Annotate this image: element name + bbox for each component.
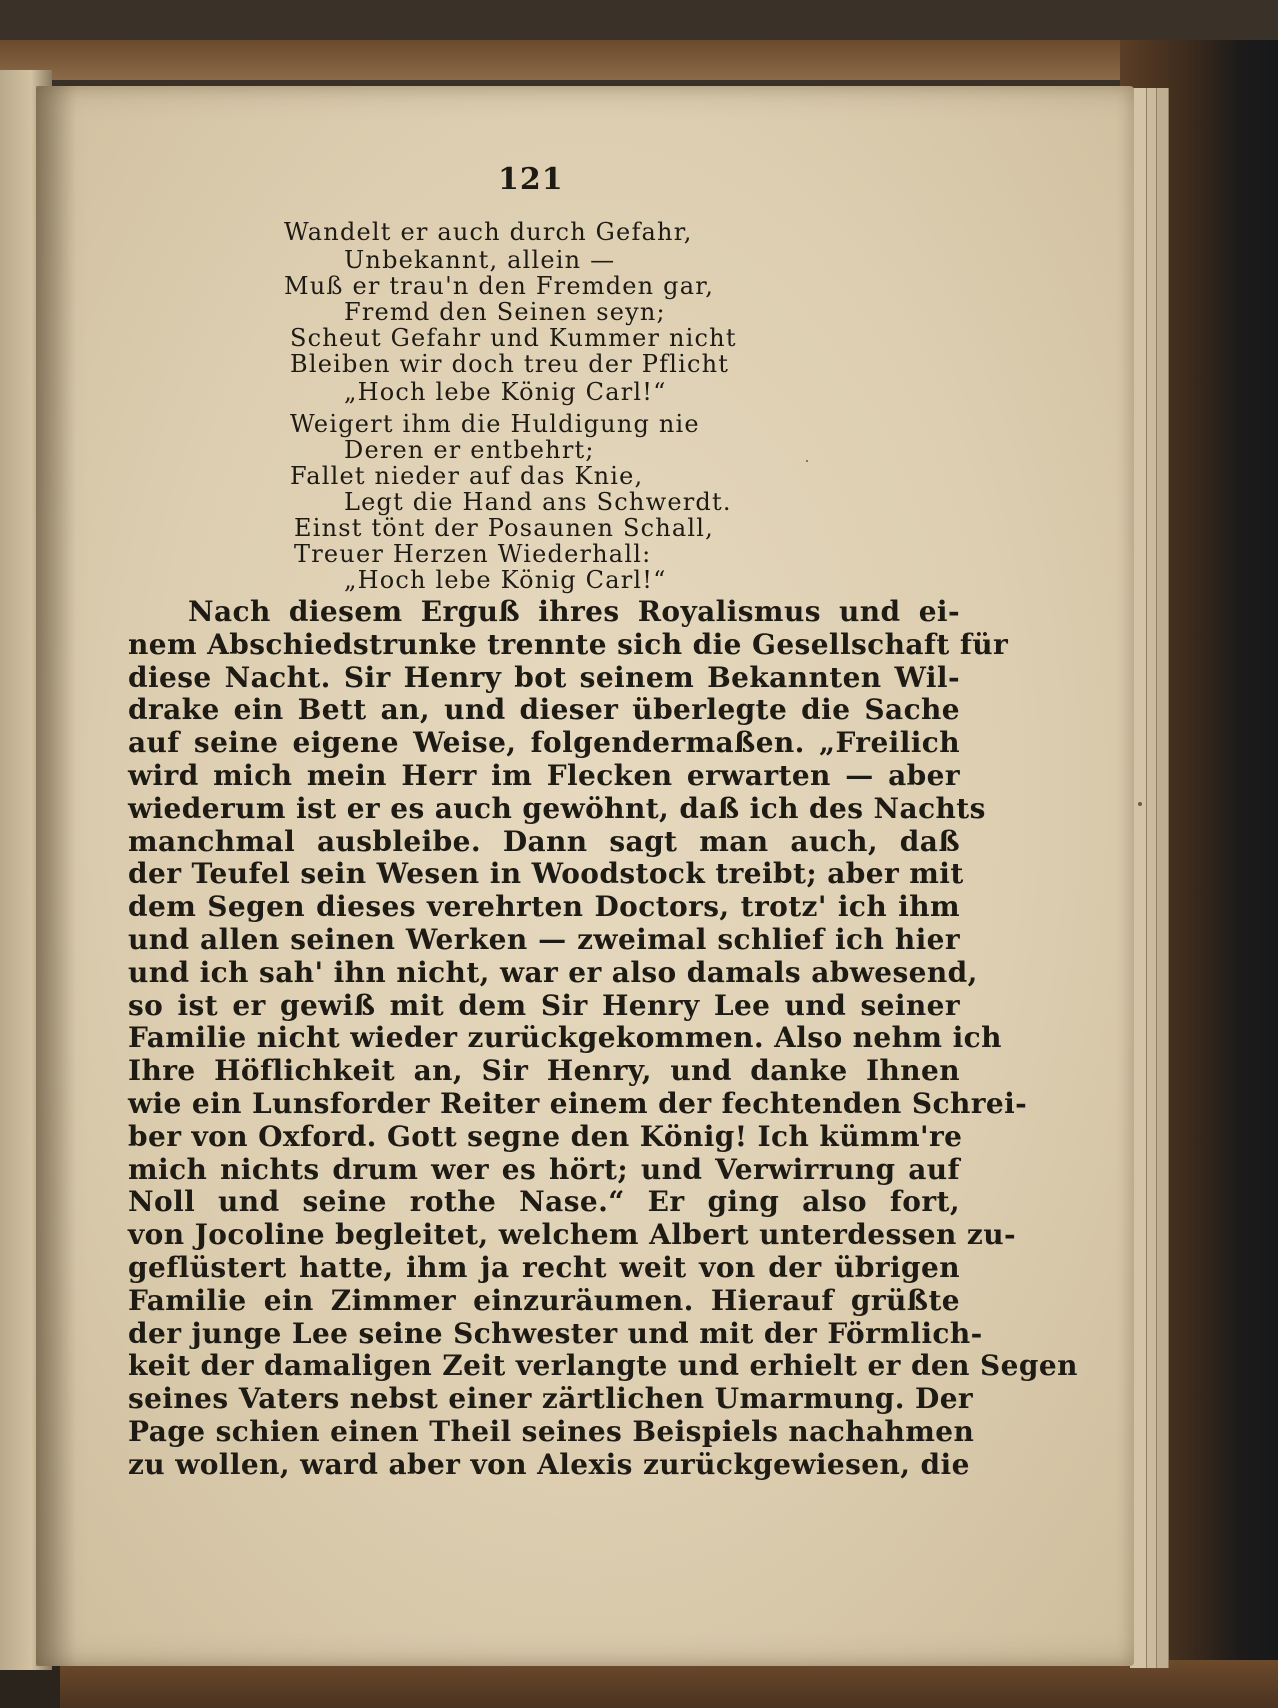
text-line: keit der damaligen Zeit verlangte und erhielt er den Segen <box>128 1349 1078 1383</box>
text-line: von Jocoline begleitet, welchem Albert unterdessen zu- <box>128 1218 1017 1252</box>
text-line: ber von Oxford. Gott segne den König! Ich kümm're <box>128 1119 963 1153</box>
gutter-shadow <box>36 86 76 1666</box>
text-line: der junge Lee seine Schwester und mit der Förmlich- <box>128 1316 983 1350</box>
text-line: und allen seinen Werken — zweimal schlief ich hier <box>128 922 960 956</box>
text-line: seines Vaters nebst einer zärtlichen Umarmung. Der <box>128 1382 974 1416</box>
poem-line: Wandelt er auch durch Gefahr, <box>284 218 693 246</box>
poem-line: Legt die Hand ans Schwerdt. <box>344 488 732 516</box>
page-number: 121 <box>498 162 564 197</box>
poem-line: Muß er trau'n den Fremden gar, <box>284 272 715 300</box>
text-line: geflüstert hatte, ihm ja recht weit von der übrigen <box>128 1250 960 1284</box>
poem-line: „Hoch lebe König Carl!“ <box>344 378 667 406</box>
poem-line: Bleiben wir doch treu der Pflicht <box>290 350 730 378</box>
poem-line: Einst tönt der Posaunen Schall, <box>294 514 715 542</box>
text-line: so ist er gewiß mit dem Sir Henry Lee und seiner <box>128 988 960 1022</box>
text-line: wie ein Lunsforder Reiter einem der fechtenden Schrei- <box>128 1086 1028 1120</box>
text-line: und ich sah' ihn nicht, war er also damals abwesend, <box>128 955 978 989</box>
poem-line: „Hoch lebe König Carl!“ <box>344 566 667 594</box>
ink-speck <box>1138 802 1142 806</box>
book-cover-bottom-edge <box>60 1660 1278 1708</box>
text-line: Familie ein Zimmer einzuräumen. Hierauf grüßte <box>128 1283 960 1317</box>
poem-line: Unbekannt, allein — <box>344 246 616 274</box>
text-line: Page schien einen Theil seines Beispiels nachahmen <box>128 1414 975 1448</box>
text-line: manchmal ausbleibe. Dann sagt man auch, daß <box>128 824 960 858</box>
text-line: Ihre Höflichkeit an, Sir Henry, und danke Ihnen <box>128 1054 960 1088</box>
text-line: zu wollen, ward aber von Alexis zurückgewiesen, die <box>128 1447 970 1481</box>
poem-line: Fallet nieder auf das Knie, <box>290 462 644 490</box>
poem-line: Weigert ihm die Huldigung nie <box>290 410 700 438</box>
text-line: wiederum ist er es auch gewöhnt, daß ich des Nachts <box>128 791 986 825</box>
text-line: dem Segen dieses verehrten Doctors, trotz' ich ihm <box>128 890 960 924</box>
text-line: nem Abschiedstrunke trennte sich die Gesellschaft für <box>128 627 1009 661</box>
book-cover-top-edge <box>0 40 1200 80</box>
poem-line: Deren er entbehrt; <box>344 436 595 464</box>
text-line: diese Nacht. Sir Henry bot seinem Bekannten Wil- <box>128 660 960 694</box>
text-line: Noll und seine rothe Nase.“ Er ging also fort, <box>128 1185 960 1219</box>
text-line: Nach diesem Erguß ihres Royalismus und ei- <box>188 595 960 628</box>
poem-line: Scheut Gefahr und Kummer nicht <box>290 324 737 352</box>
text-line: der Teufel sein Wesen in Woodstock treibt; aber mit <box>128 857 964 891</box>
text-line: drake ein Bett an, und dieser überlegte die Sache <box>128 693 960 727</box>
text-line: Familie nicht wieder zurückgekommen. Also nehm ich <box>128 1021 1002 1055</box>
text-line: auf seine eigene Weise, folgendermaßen. „Freilich <box>128 726 960 760</box>
poem-line: Treuer Herzen Wiederhall: <box>294 540 652 568</box>
text-line: wird mich mein Herr im Flecken erwarten — aber <box>128 758 960 792</box>
poem-line: Fremd den Seinen seyn; <box>344 298 666 326</box>
body-paragraph <box>128 595 1078 1482</box>
text-line: mich nichts drum wer es hört; und Verwirrung auf <box>128 1152 960 1186</box>
ink-speck <box>806 460 808 462</box>
